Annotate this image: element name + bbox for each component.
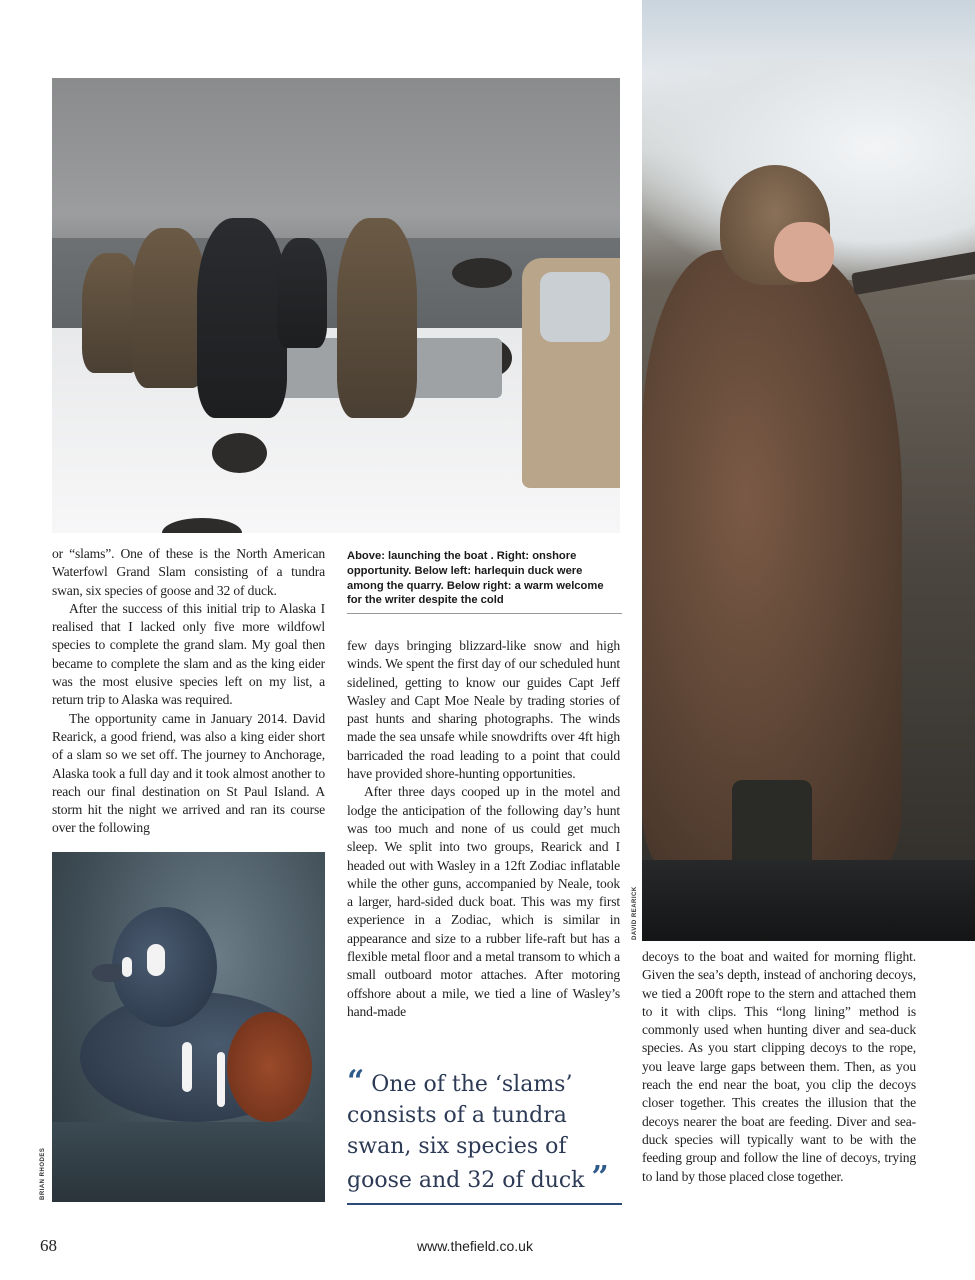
photo-harlequin-duck — [52, 852, 325, 1202]
pull-quote-text: One of the ‘slams’ consists of a tundra swan, six species of goose and 32 of duck — [347, 1072, 585, 1193]
close-quote-mark: ” — [591, 1160, 609, 1195]
article-column-1 — [52, 545, 325, 838]
article-column-3 — [642, 948, 916, 1186]
paragraph: few days bringing blizzard-like snow and high winds. We spent the first day of our scheduled hunt sidelined, getting to know our guides Capt Jeff Wasley and Capt Moe Neale by trading stories of past hunts and sharing photographs. The winds made the sea unsafe while snowdrifts over 4ft high barricaded the road leading to a point that could have provided shore-hunting opportunities. — [347, 638, 620, 782]
article-column-2 — [347, 637, 620, 1021]
photo-credit-duck: BRIAN RHODES — [40, 1147, 46, 1200]
paragraph: or “slams”. One of these is the North American Waterfowl Grand Slam consisting of a tundra swan, six species of goose and 32 of duck. — [52, 546, 325, 598]
open-quote-mark: “ — [347, 1064, 365, 1099]
page-number: 68 — [40, 1236, 57, 1255]
paragraph: After three days cooped up in the motel and lodge the anticipation of the following day’s hunt was too much and none of us could get much sleep. We split into two groups, Rearick and I headed out with Wasley in a 12ft Zodiac inflatable while the other guns, accompanied by Neale, took a larger, hard-sided duck boat. This was my first experience in a Zodiac, which is similar in appearance and size to a rubber life-raft but has a flexible metal floor and a metal transom to which a small outboard motor attaches. After motoring offshore about a mile, we tied a line of Wasley’s hand-made — [347, 784, 620, 1019]
pull-quote-rule — [347, 1203, 622, 1205]
website-url[interactable]: www.thefield.co.uk — [417, 1238, 533, 1254]
photo-onshore-hunter — [642, 0, 975, 941]
pull-quote — [347, 1066, 622, 1196]
photo-credit-hunter: DAVID REARICK — [632, 886, 638, 940]
photo-caption: Above: launching the boat . Right: onshore opportunity. Below left: harlequin duck were among the quarry. Below right: a warm welcome for the writer despite the cold — [347, 550, 604, 607]
paragraph: After the success of this initial trip to Alaska I realised that I lacked only five more wildfowl species to complete the grand slam. My goal then became to complete the slam and as the king eider was the most elusive species left on my list, a return trip to Alaska was required. — [52, 600, 325, 708]
caption-divider — [347, 613, 622, 614]
paragraph: decoys to the boat and waited for morning flight. Given the sea’s depth, instead of anchoring decoys, we tied a 200ft rope to the stern and attached them to it with clips. This “long lining” method is commonly used when hunting diver and sea-duck species. As you start clipping decoys to the rope, you leave large gaps between them. Then, as you reach the end near the boat, you clip the decoys closer together. This creates the illusion that the decoys nearer the boat are feeding. Diver and sea-duck species will typically want to be with the feeding group and follow the line of decoys, trying to land by those placed close together. — [642, 949, 916, 1184]
photo-launching-boat — [52, 78, 620, 533]
paragraph: The opportunity came in January 2014. David Rearick, a good friend, was also a king eider short of a slam so we set off. The journey to Anchorage, Alaska took a full day and it took almost another to reach our final destination on St Paul Island. A storm hit the night we arrived and ran its course over the following — [52, 710, 325, 836]
